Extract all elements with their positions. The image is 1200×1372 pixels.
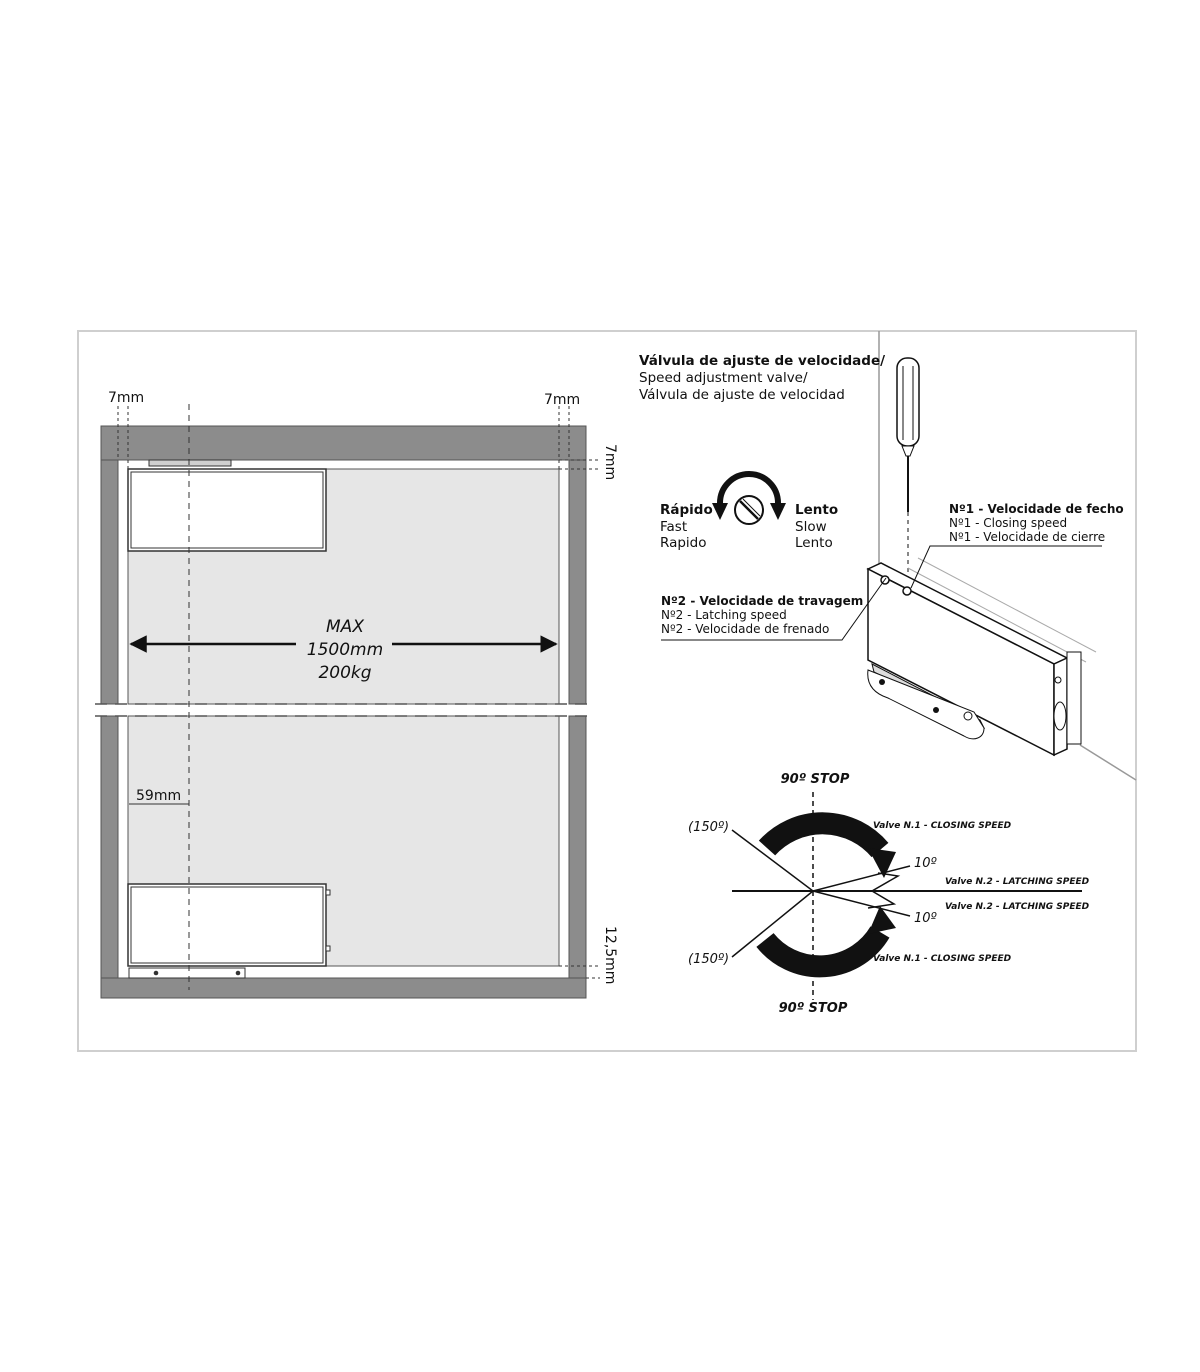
dim-7mm-top-right: 7mm [544, 392, 581, 408]
closing-arc-top [767, 823, 880, 850]
door-elevation [95, 390, 618, 998]
pivot-screw [933, 707, 939, 713]
slow-pt: Lento [795, 502, 839, 518]
n2-es: Nº2 - Velocidade de frenado [661, 622, 830, 636]
pivot-screw [964, 712, 972, 720]
frame-right-lower [569, 716, 586, 978]
valve1-top-label: Valve N.1 - CLOSING SPEED [873, 821, 1012, 831]
clamp-knob [1054, 702, 1066, 730]
valve2-top-label: Valve N.2 - LATCHING SPEED [945, 877, 1090, 887]
screwdriver-neck [902, 446, 914, 456]
end-screw-icon [1055, 677, 1061, 683]
angle-150-bottom: (150º) [688, 952, 730, 967]
dim-7mm-top-left: 7mm [108, 390, 145, 406]
n2-en: Nº2 - Latching speed [661, 608, 787, 622]
max-label: MAX [326, 617, 364, 637]
frame-right-upper [569, 460, 586, 704]
n1-pt: Nº1 - Velocidade de fecho [949, 502, 1124, 516]
max-weight-value: 200kg [318, 663, 372, 683]
top-patch-fitting [128, 469, 326, 551]
line-10-top [813, 866, 910, 891]
slow-es: Lento [795, 535, 833, 551]
n1-en: Nº1 - Closing speed [949, 516, 1068, 530]
frame-floor [101, 978, 586, 998]
top-pivot-plate [149, 460, 231, 466]
floor-closer-plate [129, 968, 245, 978]
valve1-port-icon [903, 587, 911, 595]
pivot-screw [879, 679, 885, 685]
stop-bottom: 90º STOP [778, 1001, 848, 1016]
frame-top [101, 426, 586, 460]
rotation-symbol [660, 474, 838, 551]
patch-screw [326, 946, 330, 951]
leader-n1 [911, 546, 1102, 588]
fast-en: Fast [660, 519, 688, 535]
valve-title-pt: Válvula de ajuste de velocidade/ [639, 353, 886, 369]
fast-es: Rapido [660, 535, 707, 551]
valve-title-block [639, 353, 885, 403]
line-10-bottom [813, 891, 910, 916]
dim-7mm-right: 7mm [602, 444, 618, 481]
frame-left-lower [101, 716, 118, 978]
angle-diagram [688, 772, 1090, 1016]
frame-left-upper [101, 460, 118, 704]
closer-perspective [661, 358, 1136, 780]
valve1-bottom-label: Valve N.1 - CLOSING SPEED [873, 954, 1012, 964]
dim-59mm: 59mm [136, 788, 182, 804]
stop-top: 90º STOP [780, 772, 850, 787]
n1-es: Nº1 - Velocidade de cierre [949, 530, 1106, 544]
slow-en: Slow [795, 519, 827, 535]
patch-screw [326, 890, 330, 895]
glass-clamp [1067, 652, 1081, 744]
closing-arc-bottom [765, 932, 880, 966]
bottom-patch-fitting [128, 884, 326, 966]
angle-150-top: (150º) [688, 820, 730, 835]
max-width-value: 1500mm [306, 640, 384, 660]
n2-pt: Nº2 - Velocidade de travagem [661, 594, 864, 608]
screwdriver-icon [897, 358, 919, 446]
angle-10-bottom: 10º [914, 911, 937, 926]
valve-title-es: Válvula de ajuste de velocidad [639, 387, 845, 403]
floor-screw [236, 971, 241, 976]
valve2-bottom-label: Valve N.2 - LATCHING SPEED [945, 902, 1090, 912]
closing-arrowhead-bottom [868, 906, 896, 934]
arrow-slow-icon [770, 503, 786, 520]
angle-10-top: 10º [914, 856, 937, 871]
fast-pt: Rápido [660, 502, 713, 518]
dim-12-5mm: 12,5mm [602, 926, 618, 985]
arrow-fast-icon [712, 503, 728, 520]
floor-screw [154, 971, 159, 976]
wall-edge [1080, 745, 1136, 780]
valve-title-en: Speed adjustment valve/ [639, 370, 808, 386]
